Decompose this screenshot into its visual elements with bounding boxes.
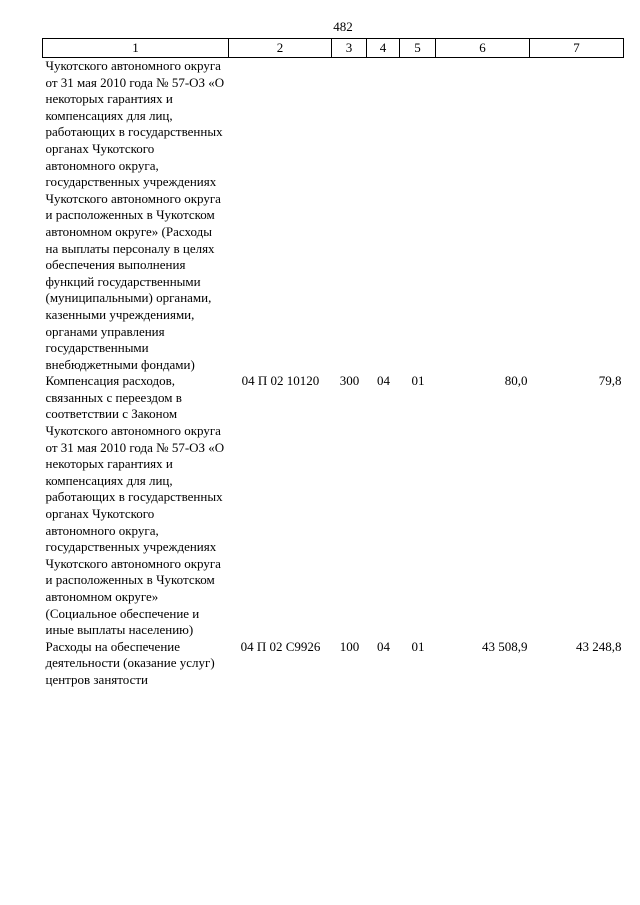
row-rz xyxy=(367,58,400,374)
row-name: Компенсация расходов, связанных с переездом в соответствии с Законом Чукотского автономного округа от 31 мая 2010 года № 57-ОЗ «О некоторых гарантиях и компенсациях для лиц, работающих в государственных органах Чукотского автономного округа, государственных учреждениях Чукотского автономного округа и расположенных в Чукотском автономном округе» (Социальное обеспечение и иные выплаты населению) xyxy=(45,373,225,638)
row-code: 04 П 02 10120 xyxy=(241,373,320,389)
row-rz: 04 xyxy=(377,373,390,389)
row-code: 04 П 02 С9926 xyxy=(240,638,321,654)
row-code xyxy=(229,58,332,374)
row-vr: 100 xyxy=(339,638,360,654)
row-pr: 01 xyxy=(411,373,425,389)
row-name: Чукотского автономного округа от 31 мая 2010 года № 57-ОЗ «О некоторых гарантиях и компенсациях для лиц, работающих в государственных органах Чукотского автономного округа, государственных учреждениях Чукотского автономного округа и расположенных в Чукотском автономном округе» (Расходы на выплаты персоналу в целях обеспечения выполнения функций государственными (муниципальными) органами, казенными учреждениями, органами управления государственными внебюджетными фондами) xyxy=(45,58,225,372)
row-vr: 300 xyxy=(339,373,360,389)
column-header-1: 1 xyxy=(43,39,229,58)
column-header-5: 5 xyxy=(400,39,436,58)
page-number: 482 xyxy=(333,19,353,34)
budget-table xyxy=(42,38,624,689)
row-vr xyxy=(332,58,367,374)
row-fact xyxy=(530,58,624,374)
column-header-6: 6 xyxy=(436,39,530,58)
table-header-row xyxy=(43,39,624,58)
table-row xyxy=(43,639,624,689)
column-header-7: 7 xyxy=(530,39,624,58)
column-header-4: 4 xyxy=(367,39,400,58)
row-pr xyxy=(400,58,436,374)
row-plan: 80,0 xyxy=(504,373,528,389)
table-row xyxy=(43,373,624,639)
row-fact: 43 248,8 xyxy=(576,638,622,654)
row-plan xyxy=(436,58,530,374)
row-pr: 01 xyxy=(411,638,425,654)
column-header-2: 2 xyxy=(229,39,332,58)
column-header-3: 3 xyxy=(332,39,367,58)
row-rz: 04 xyxy=(377,638,390,654)
table-row xyxy=(43,58,624,374)
row-plan: 43 508,9 xyxy=(482,638,528,654)
row-name: Расходы на обеспечение деятельности (оказание услуг) центров занятости xyxy=(45,638,215,687)
row-fact: 79,8 xyxy=(598,373,622,389)
